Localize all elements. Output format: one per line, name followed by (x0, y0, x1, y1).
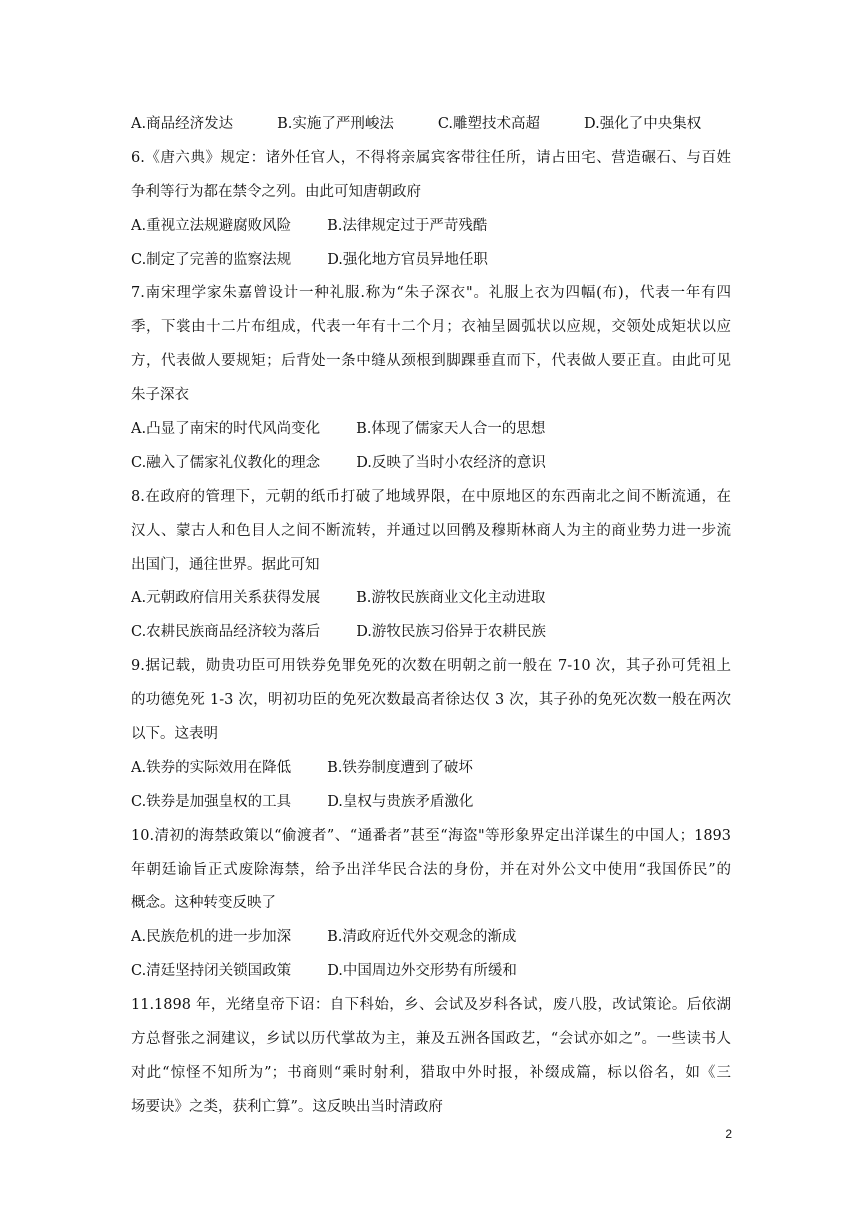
q10-option-a: A.民族危机的进一步加深 (131, 929, 292, 946)
q10-stem-line: 概念。这种转变反映了 (131, 895, 276, 912)
q10-option-d: D.中国周边外交形势有所缓和 (327, 963, 517, 980)
q6-option-c: C.制定了完善的监察法规 (131, 251, 292, 268)
q5-option-d: D.强化了中央集权 (584, 116, 702, 132)
q7-stem-line: 方，代表做人要规矩；后背处一条中缝从颈根到脚踝垂直而下，代表做人要正直。由此可见 (131, 353, 731, 370)
q8-stem-line: 出国门，通往世界。据此可知 (131, 556, 320, 573)
q8-option-b: B.游牧民族商业文化主动进取 (356, 590, 546, 607)
q6-stem-line: 争利等行为都在禁令之列。由此可知唐朝政府 (131, 183, 421, 200)
q9-option-d: D.皇权与贵族矛盾激化 (327, 793, 474, 810)
q9-stem-line: 的功德免死 1-3 次，明初功臣的免死次数最高者徐达仅 3 次，其子孙的免死次数一般在两次 (131, 692, 731, 709)
q7-option-b: B.体现了儒家天人合一的思想 (356, 421, 546, 438)
q11-stem-line: 场要诀》之类，获利亡算”。这反映出当时清政府 (131, 1098, 443, 1115)
q11-stem-line: 方总督张之洞建议，乡试以历代掌故为主，兼及五洲各国政艺，“会试亦如之”。一些读书人 (131, 1031, 731, 1048)
q11-stem-line: 11.1898 年，光绪皇帝下诏：自下科始，乡、会试及岁科各试，废八股，改试策论。后依湖 (131, 997, 731, 1014)
q9-option-c: C.铁券是加强皇权的工具 (131, 793, 292, 810)
q5-option-a: A.商品经济发达 (131, 116, 234, 132)
q10-options-row (131, 921, 731, 955)
q7-stem-line: 朱子深衣 (131, 387, 189, 404)
q10-option-c: C.清廷坚持闭关锁国政策 (131, 963, 292, 980)
q9-stem-line: 以下。这表明 (131, 726, 218, 743)
q6-options-row (131, 244, 731, 278)
q10-options-row (131, 955, 731, 989)
q10-stem-line: 年朝廷谕旨正式废除海禁，给予出洋华民合法的身份，并在对外公文中使用“我国侨民”的 (131, 861, 731, 878)
q8-option-a: A.元朝政府信用关系获得发展 (131, 590, 321, 607)
q7-option-a: A.凸显了南宋的时代风尚变化 (131, 421, 321, 438)
q7-options-row (131, 413, 731, 447)
q7-stem-line: 7.南宋理学家朱嘉曾设计一种礼服.称为“朱子深衣"。礼服上衣为四幅(布)，代表一年有四 (131, 285, 731, 302)
page-number: 2 (725, 1127, 732, 1141)
q9-options-row (131, 752, 731, 786)
q6-option-b: B.法律规定过于严苛残酷 (327, 217, 488, 234)
q9-option-a: A.铁券的实际效用在降低 (131, 759, 292, 776)
q5-option-b: B.实施了严刑峻法 (277, 116, 394, 132)
q8-option-c: C.农耕民族商品经济较为落后 (131, 624, 321, 641)
q6-options-row (131, 210, 731, 244)
q6-option-d: D.强化地方官员异地任职 (327, 251, 488, 268)
q8-options-row (131, 616, 731, 650)
q7-option-d: D.反映了当时小农经济的意识 (356, 454, 546, 471)
q8-stem-line: 8.在政府的管理下，元朝的纸币打破了地域界限，在中原地区的东西南北之间不断流通，在 (131, 488, 731, 505)
q8-option-d: D.游牧民族习俗异于农耕民族 (356, 624, 546, 641)
q8-stem-line: 汉人、蒙古人和色目人之间不断流转，并通过以回鹘及穆斯林商人为主的商业势力进一步流 (131, 522, 731, 539)
exam-page (131, 108, 731, 1125)
q6-option-a: A.重视立法规避腐败风险 (131, 217, 292, 234)
q9-option-b: B.铁券制度遭到了破坏 (327, 759, 473, 776)
q7-options-row (131, 447, 731, 481)
q7-stem-line: 季，下裳由十二片布组成，代表一年有十二个月；衣袖呈圆弧状以应规，交领处成矩状以应 (131, 319, 731, 336)
q8-options-row (131, 582, 731, 616)
q5-options (131, 108, 731, 142)
q10-stem-line: 10.清初的海禁政策以“偷渡者”、“通番者”甚至“海盗"等形象界定出洋谋生的中国人；1893 (131, 827, 731, 844)
q5-option-c: C.雕塑技术高超 (437, 116, 541, 132)
q10-option-b: B.清政府近代外交观念的渐成 (327, 929, 517, 946)
q9-stem-line: 9.据记载，勋贵功臣可用铁券免罪免死的次数在明朝之前一般在 7-10 次，其子孙可凭祖上 (131, 658, 731, 675)
q7-option-c: C.融入了儒家礼仪教化的理念 (131, 454, 321, 471)
q11-stem-line: 对此“惊怪不知所为”；书商则“乘时射利，猎取中外时报，补缀成篇，标以俗名，如《三 (131, 1064, 731, 1081)
q6-stem-line: 6.《唐六典》规定：诸外任官人，不得将亲属宾客带往任所，请占田宅、营造碾石、与百姓 (131, 149, 731, 166)
q9-options-row (131, 786, 731, 820)
